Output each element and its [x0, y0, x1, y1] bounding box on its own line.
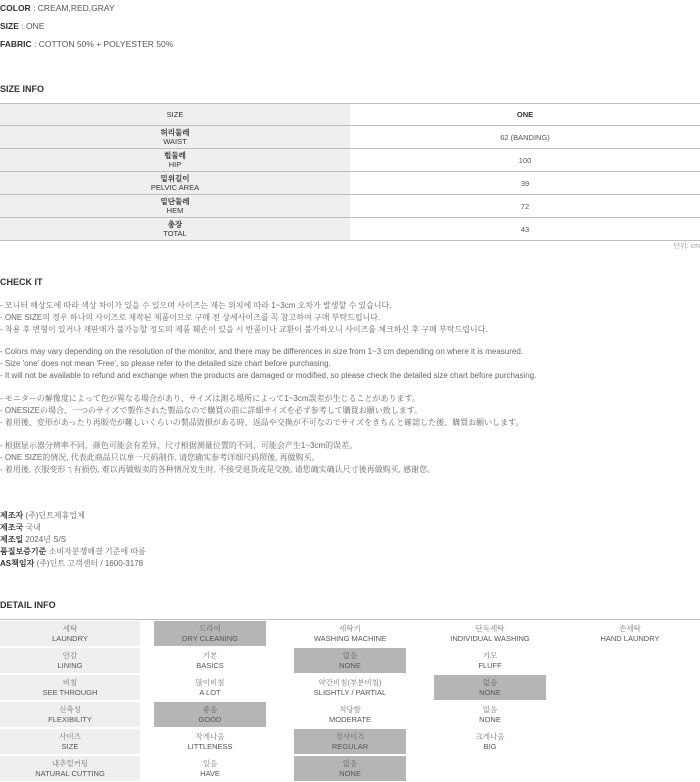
detail-option	[280, 674, 420, 701]
note-line: - モニターの解像度によって色が異なる場合があり、サイズは測る場所によって1~3cm誤差が生じることがあります。	[0, 394, 420, 403]
detail-label-ko: 세탁	[62, 624, 78, 633]
detail-option	[420, 674, 560, 701]
detail-label-en: LITTLENESS	[187, 741, 233, 751]
note-line: - 着用後, 衣服变形ㄟ有损伤, 难以再做贩卖的各种情况发生时, 不接受退货或是交换, 请您确实确认尺寸後再做购买, 感谢您。	[0, 464, 436, 474]
detail-category	[0, 728, 140, 755]
detail-label-en: SIZE	[61, 741, 79, 751]
detail-label-en: INDIVIDUAL WASHING	[450, 633, 530, 643]
detail-cell-content	[154, 729, 266, 754]
detail-label-ko: 좋음	[202, 705, 218, 714]
detail-cell-content	[434, 675, 546, 700]
detail-label-ko: 작게나옴	[195, 732, 225, 741]
detail-label-en: BIG	[483, 741, 497, 751]
detail-cell-content	[294, 729, 406, 754]
detail-option	[140, 647, 280, 674]
detail-label-ko: 기모	[482, 651, 498, 660]
detail-option	[140, 755, 280, 782]
detail-cell-content	[154, 702, 266, 727]
size-spec: SIZE : ONE	[0, 21, 45, 31]
detail-label-ko: 세탁기	[339, 624, 361, 633]
detail-label-en: HAND LAUNDRY	[600, 633, 660, 643]
size-header-label: SIZE	[0, 104, 350, 126]
detail-option	[280, 620, 420, 647]
detail-option	[140, 728, 280, 755]
as-line: AS책임자 (주)딘트 고객센터 / 1600-3178	[0, 559, 144, 568]
note-line: - 着用後、変形があったり再販売が難しいくらいの製品毀損がある時、返品や交換が不可なのでサイズをきちんと確認した後、購買お願いします。	[0, 417, 524, 427]
detail-cell-content	[0, 729, 140, 754]
measure-value: 43	[350, 218, 700, 241]
detail-info-title: DETAIL INFO	[0, 600, 56, 610]
note-line: - ONESIZEの場合、一つのサイズで製作された製品なので購買の前に詳細サイズを必ず参考して購買お願い致します。	[0, 405, 423, 415]
detail-option	[140, 620, 280, 647]
detail-cell-content	[434, 621, 546, 646]
detail-category	[0, 701, 140, 728]
country-line: 제조국 국내	[0, 523, 41, 532]
detail-option	[420, 620, 560, 647]
detail-label-en: LINING	[57, 660, 83, 670]
size-info-title: SIZE INFO	[0, 84, 45, 94]
detail-option	[420, 647, 560, 674]
detail-option	[140, 674, 280, 701]
note-line: - It will not be available to refund and exchange when the products are damaged or modified, so please check the detailed size chart before purchasing.	[0, 370, 537, 380]
detail-info-grid	[0, 619, 700, 782]
detail-empty-cell	[560, 674, 700, 701]
date-line: 제조일 2024년 S/S	[0, 535, 67, 544]
detail-label-en: NONE	[479, 714, 501, 724]
detail-cell-content	[0, 648, 140, 673]
manufacturer-line: 제조자 (주)딘트제휴업체	[0, 511, 85, 520]
detail-cell-content	[0, 756, 140, 781]
detail-empty-cell	[560, 728, 700, 755]
detail-option	[280, 701, 420, 728]
detail-label-en: A LOT	[199, 687, 221, 697]
detail-label-en: BASICS	[196, 660, 224, 670]
detail-cell-content	[574, 621, 686, 646]
table-row	[0, 149, 700, 172]
measure-label: 총장 TOTAL	[0, 218, 350, 241]
measure-value: 62 (BANDING)	[350, 126, 700, 149]
detail-option	[280, 728, 420, 755]
table-row	[0, 126, 700, 149]
detail-cell-content	[434, 729, 546, 754]
measure-label: 힙둘레 HIP	[0, 149, 350, 172]
size-header-value: ONE	[350, 104, 700, 126]
detail-label-en: MODERATE	[329, 714, 371, 724]
unit-note: 단위: cm	[673, 243, 700, 250]
detail-empty-cell	[560, 647, 700, 674]
detail-label-ko: 손세탁	[619, 624, 641, 633]
note-line: - 착용 후 변형이 있거나 재판매가 불가능할 정도의 제품 훼손이 있을 시 반품이나 교환이 불가하오니 사이즈를 체크하신 후 구매 부탁드립니다.	[0, 324, 488, 334]
detail-label-en: NONE	[339, 768, 361, 778]
detail-cell-content	[0, 702, 140, 727]
detail-label-en: DRY CLEANING	[182, 633, 238, 643]
detail-category	[0, 755, 140, 782]
detail-option	[280, 755, 420, 782]
detail-label-en: SLIGHTLY / PARTIAL	[313, 687, 387, 697]
detail-label-en: NATURAL CUTTING	[35, 768, 105, 778]
detail-cell-content	[294, 675, 406, 700]
detail-label-ko: 적당함	[339, 705, 361, 714]
detail-option	[420, 701, 560, 728]
detail-empty-cell	[420, 755, 560, 782]
detail-label-ko: 기본	[202, 651, 218, 660]
size-table	[0, 103, 700, 241]
table-row	[0, 218, 700, 241]
detail-cell-content	[154, 648, 266, 673]
detail-label-ko: 크게나옴	[475, 732, 505, 741]
color-spec: COLOR : CREAM,RED,GRAY	[0, 3, 115, 13]
detail-option	[140, 701, 280, 728]
detail-label-en: GOOD	[198, 714, 222, 724]
manufacturer-info	[0, 510, 146, 570]
table-row	[0, 195, 700, 218]
measure-label: 밑위길이 PELVIC AREA	[0, 172, 350, 195]
detail-label-en: NONE	[339, 660, 361, 670]
detail-label-ko: 없음	[482, 705, 498, 714]
detail-cell-content	[434, 702, 546, 727]
detail-label-ko: 있음	[202, 759, 218, 768]
detail-label-en: NONE	[479, 687, 501, 697]
detail-label-en: SEE THROUGH	[42, 687, 98, 697]
detail-empty-cell	[560, 701, 700, 728]
measure-label: 밑단둘레 HEM	[0, 195, 350, 218]
detail-label-en: HAVE	[200, 768, 220, 778]
detail-cell-content	[294, 648, 406, 673]
detail-cell-content	[434, 648, 546, 673]
note-line: - 根据显示器分辨率不同，颜色可能会有差异，尺寸根据测量位置的不同，可能会产生1~3cm的误差。	[0, 441, 358, 450]
detail-cell-content	[154, 675, 266, 700]
notes-korean	[0, 300, 488, 335]
detail-label-ko: 없음	[342, 759, 358, 768]
detail-cell-content	[294, 702, 406, 727]
detail-category	[0, 647, 140, 674]
detail-label-ko: 없음	[342, 651, 358, 660]
detail-cell-content	[154, 621, 266, 646]
detail-label-en: REGULAR	[331, 741, 369, 751]
detail-category	[0, 674, 140, 701]
check-it-title: CHECK IT	[0, 277, 43, 287]
detail-cell-content	[154, 756, 266, 781]
detail-label-ko: 비침	[62, 678, 78, 687]
note-line: - Size 'one' does not mean 'Free', so please refer to the detailed size chart before purchasing.	[0, 358, 331, 368]
detail-option	[560, 620, 700, 647]
detail-label-ko: 정사이즈	[335, 732, 365, 741]
note-line: - 모니터 해상도에 따라 색상 차이가 있을 수 있으며 사이즈는 재는 위치에 따라 1~3cm 오차가 발생할 수 있습니다.	[0, 301, 392, 310]
detail-label-ko: 안감	[62, 651, 78, 660]
table-row	[0, 172, 700, 195]
measure-value: 100	[350, 149, 700, 172]
detail-label-ko: 없음	[482, 678, 498, 687]
notes-japanese	[0, 393, 524, 428]
detail-label-en: WASHING MACHINE	[313, 633, 387, 643]
detail-label-en: FLUFF	[478, 660, 502, 670]
detail-label-ko: 약간비침(부분비침)	[318, 678, 382, 687]
detail-label-en: FLEXIBILITY	[48, 714, 92, 724]
detail-empty-cell	[560, 755, 700, 782]
detail-label-ko: 신축성	[59, 705, 81, 714]
detail-label-ko: 내추럴커팅	[51, 759, 89, 768]
measure-value: 39	[350, 172, 700, 195]
detail-option	[420, 728, 560, 755]
notes-chinese	[0, 440, 435, 475]
measure-value: 72	[350, 195, 700, 218]
fabric-spec: FABRIC : COTTON 50% + POLYESTER 50%	[0, 39, 174, 49]
detail-label-ko: 사이즈	[59, 732, 81, 741]
notes-english	[0, 346, 536, 381]
detail-cell-content	[294, 756, 406, 781]
note-line: - ONE SIZE的情况, 代表此商品只以单一尺码制作, 请您确实参考详细尺码照後, 再做购买。	[0, 452, 320, 462]
size-table-header	[0, 104, 700, 126]
detail-option	[280, 647, 420, 674]
detail-label-en: LAUNDRY	[52, 633, 88, 643]
detail-label-ko: 드라이	[199, 624, 221, 633]
detail-cell-content	[294, 621, 406, 646]
note-line: - Colors may vary depending on the resolution of the monitor, and there may be differences in size from 1~3 cm depending on where it is measured.	[0, 347, 524, 356]
detail-label-ko: 단독세탁	[475, 624, 505, 633]
detail-category	[0, 620, 140, 647]
warranty-line: 품질보증기준 소비자분쟁해결 기준에 따름	[0, 547, 146, 556]
note-line: - ONE SIZE의 경우 하나의 사이즈로 제작된 제품이므로 구매 전 상세사이즈를 꼭 참고하여 구매 부탁드립니다.	[0, 312, 381, 322]
detail-cell-content	[0, 621, 140, 646]
measure-label: 허리둘레 WAIST	[0, 126, 350, 149]
detail-label-ko: 많이비침	[195, 678, 225, 687]
detail-cell-content	[0, 675, 140, 700]
